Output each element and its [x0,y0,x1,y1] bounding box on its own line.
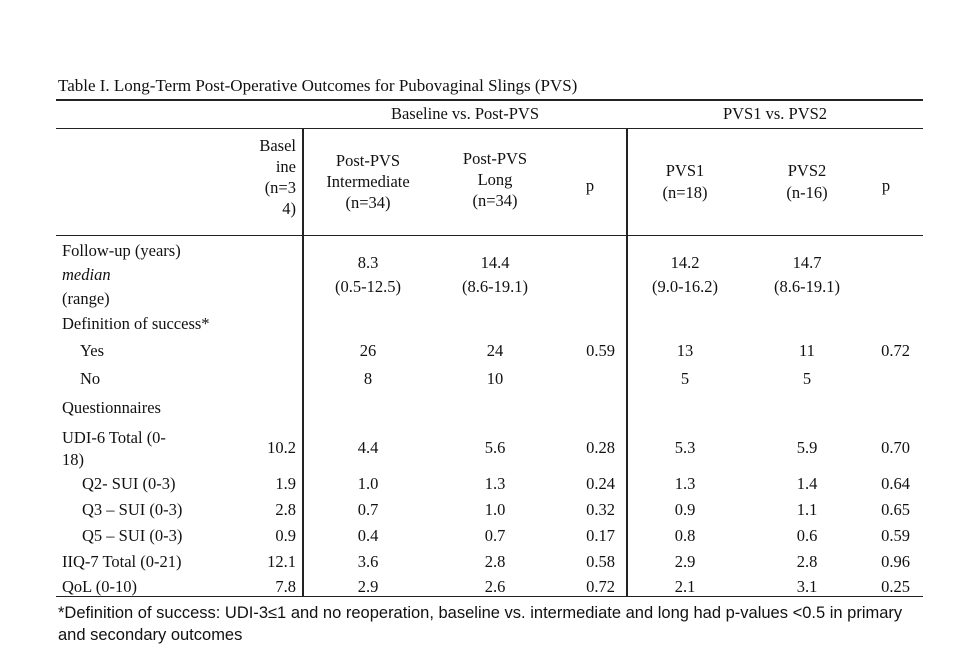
table-cell-p1: 0.28 [586,438,615,457]
table-cell-post-int: 26 [359,341,377,360]
row-label-line: Follow-up (years) [62,241,181,260]
table-cell-pvs2: 5 [802,369,812,388]
table-cell-p2: 0.70 [881,438,910,457]
table-cell-post-long: 2.8 [484,552,506,571]
table-caption: Table I. Long-Term Post-Operative Outcomes for Pubovaginal Slings (PVS) [58,76,578,95]
table-cell-p2: 0.59 [881,526,910,545]
table-cell-post-int: 0.7 [357,500,379,519]
table-cell-baseline: 12.1 [267,552,296,571]
table-cell-p1: 0.32 [586,500,615,519]
column-header-line: Post-PVS [462,149,528,168]
table-cell-post-int: 0.4 [357,526,379,545]
table-cell-post-long: 1.3 [484,474,506,493]
column-header-post-long [435,148,555,211]
table-cell-p2: 0.96 [881,552,910,571]
table-cell-pvs2: 1.1 [796,500,818,519]
footnote: *Definition of success: UDI-3≤1 and no reoperation, baseline vs. intermediate and long had p-values <0.5 in primary and secondary outcomes [58,604,903,644]
table-cell-post-long: 2.6 [484,577,506,596]
baseline-divider [302,129,304,596]
table-cell-post-int: 8 [363,369,373,388]
table-cell-p1: 0.72 [586,577,615,596]
table-cell-p2: 0.72 [881,341,910,360]
table-cell-baseline: 0.9 [275,526,296,545]
table-cell-pvs2: 3.1 [796,577,818,596]
row-label: Q3 – SUI (0-3) [82,500,183,519]
table-cell-p2: 0.65 [881,500,910,519]
table-cell-pvs2: 1.4 [796,474,818,493]
row-label: QoL (0-10) [62,577,137,596]
row-label-line: (range) [62,289,110,308]
table-cell-post-long: 24 [486,341,504,360]
column-header-line: (n-16) [786,183,828,202]
column-header-line: Intermediate [326,172,410,191]
column-header-baseline-line: ine [275,157,296,176]
table-cell-pvs1: 0.8 [674,526,696,545]
column-header-baseline-line: Basel [259,136,296,155]
column-header-p1: p [585,176,595,195]
table-cell-pvs1: 1.3 [674,474,696,493]
table-cell-baseline: 2.8 [275,500,296,519]
row-label-line: median [62,265,111,284]
caption-rule [56,99,923,101]
column-header-line: (n=34) [472,191,518,210]
cell-line: 8.3 [357,253,379,272]
group-header-baseline-vs-post: Baseline vs. Post-PVS [390,104,540,123]
table-cell-post-long: 0.7 [484,526,506,545]
column-header-p2: p [881,176,891,195]
table-cell-pvs1: 5 [680,369,690,388]
table-cell-post-int: 1.0 [357,474,379,493]
table-cell-p2: 0.25 [881,577,910,596]
row-label-continued: 18) [62,450,84,469]
table-cell-pvs1: 2.1 [674,577,696,596]
column-header-rule [56,235,923,236]
column-header-line: (n=34) [345,193,391,212]
table-cell-pvs2: 2.8 [796,552,818,571]
column-header-line: PVS2 [787,161,827,180]
group-divider [626,129,628,596]
table-cell-baseline: 7.8 [275,577,296,596]
cell-line: (9.0-16.2) [652,277,718,296]
column-header-line: Long [477,170,513,189]
table-cell-post-long: 5.6 [484,438,506,457]
table-cell-pvs1: 5.3 [674,438,696,457]
column-header-post-intermediate [308,150,428,213]
row-label-followup [62,239,181,311]
followup-post-intermediate [308,251,428,299]
section-heading-questionnaires: Questionnaires [62,398,161,417]
table-cell-p1: 0.58 [586,552,615,571]
table-cell-baseline: 10.2 [267,438,296,457]
followup-post-long [435,251,555,299]
section-heading-success: Definition of success* [62,314,210,333]
row-label: IIQ-7 Total (0-21) [62,552,182,571]
cell-line: 14.4 [480,253,510,272]
column-header-pvs2 [757,160,857,204]
column-header-line: Post-PVS [335,151,401,170]
group-header-rule [56,128,923,129]
row-label: No [80,369,101,388]
row-label: Q2- SUI (0-3) [82,474,176,493]
cell-line: 14.2 [670,253,700,272]
table-cell-post-int: 4.4 [357,438,379,457]
followup-pvs1 [635,251,735,299]
table-cell-pvs1: 2.9 [674,552,696,571]
cell-line: 14.7 [792,253,822,272]
row-label: Q5 – SUI (0-3) [82,526,183,545]
table-cell-p2: 0.64 [881,474,910,493]
table-cell-p1: 0.17 [586,526,615,545]
table-cell-p1: 0.24 [586,474,615,493]
cell-line: (0.5-12.5) [335,277,401,296]
table-cell-post-long: 1.0 [484,500,506,519]
table-cell-post-long: 10 [486,369,504,388]
column-header-baseline-line: (n=3 [264,178,296,197]
table-cell-pvs1: 13 [676,341,694,360]
column-header-baseline [230,135,296,219]
cell-line: (8.6-19.1) [774,277,840,296]
followup-pvs2 [757,251,857,299]
table-cell-post-int: 2.9 [357,577,379,596]
row-label: UDI-6 Total (0- [62,428,166,447]
table-cell-pvs2: 5.9 [796,438,818,457]
table-cell-pvs2: 0.6 [796,526,818,545]
column-header-baseline-line: 4) [282,199,296,218]
group-header-pvs1-vs-pvs2: PVS1 vs. PVS2 [722,104,828,123]
table-cell-p1: 0.59 [586,341,615,360]
table-cell-baseline: 1.9 [275,474,296,493]
row-label: Yes [80,341,105,360]
column-header-pvs1 [635,160,735,204]
cell-line: (8.6-19.1) [462,277,528,296]
column-header-line: (n=18) [662,183,708,202]
table-cell-post-int: 3.6 [357,552,379,571]
table-cell-pvs1: 0.9 [674,500,696,519]
column-header-line: PVS1 [665,161,705,180]
table-cell-pvs2: 11 [799,341,815,360]
